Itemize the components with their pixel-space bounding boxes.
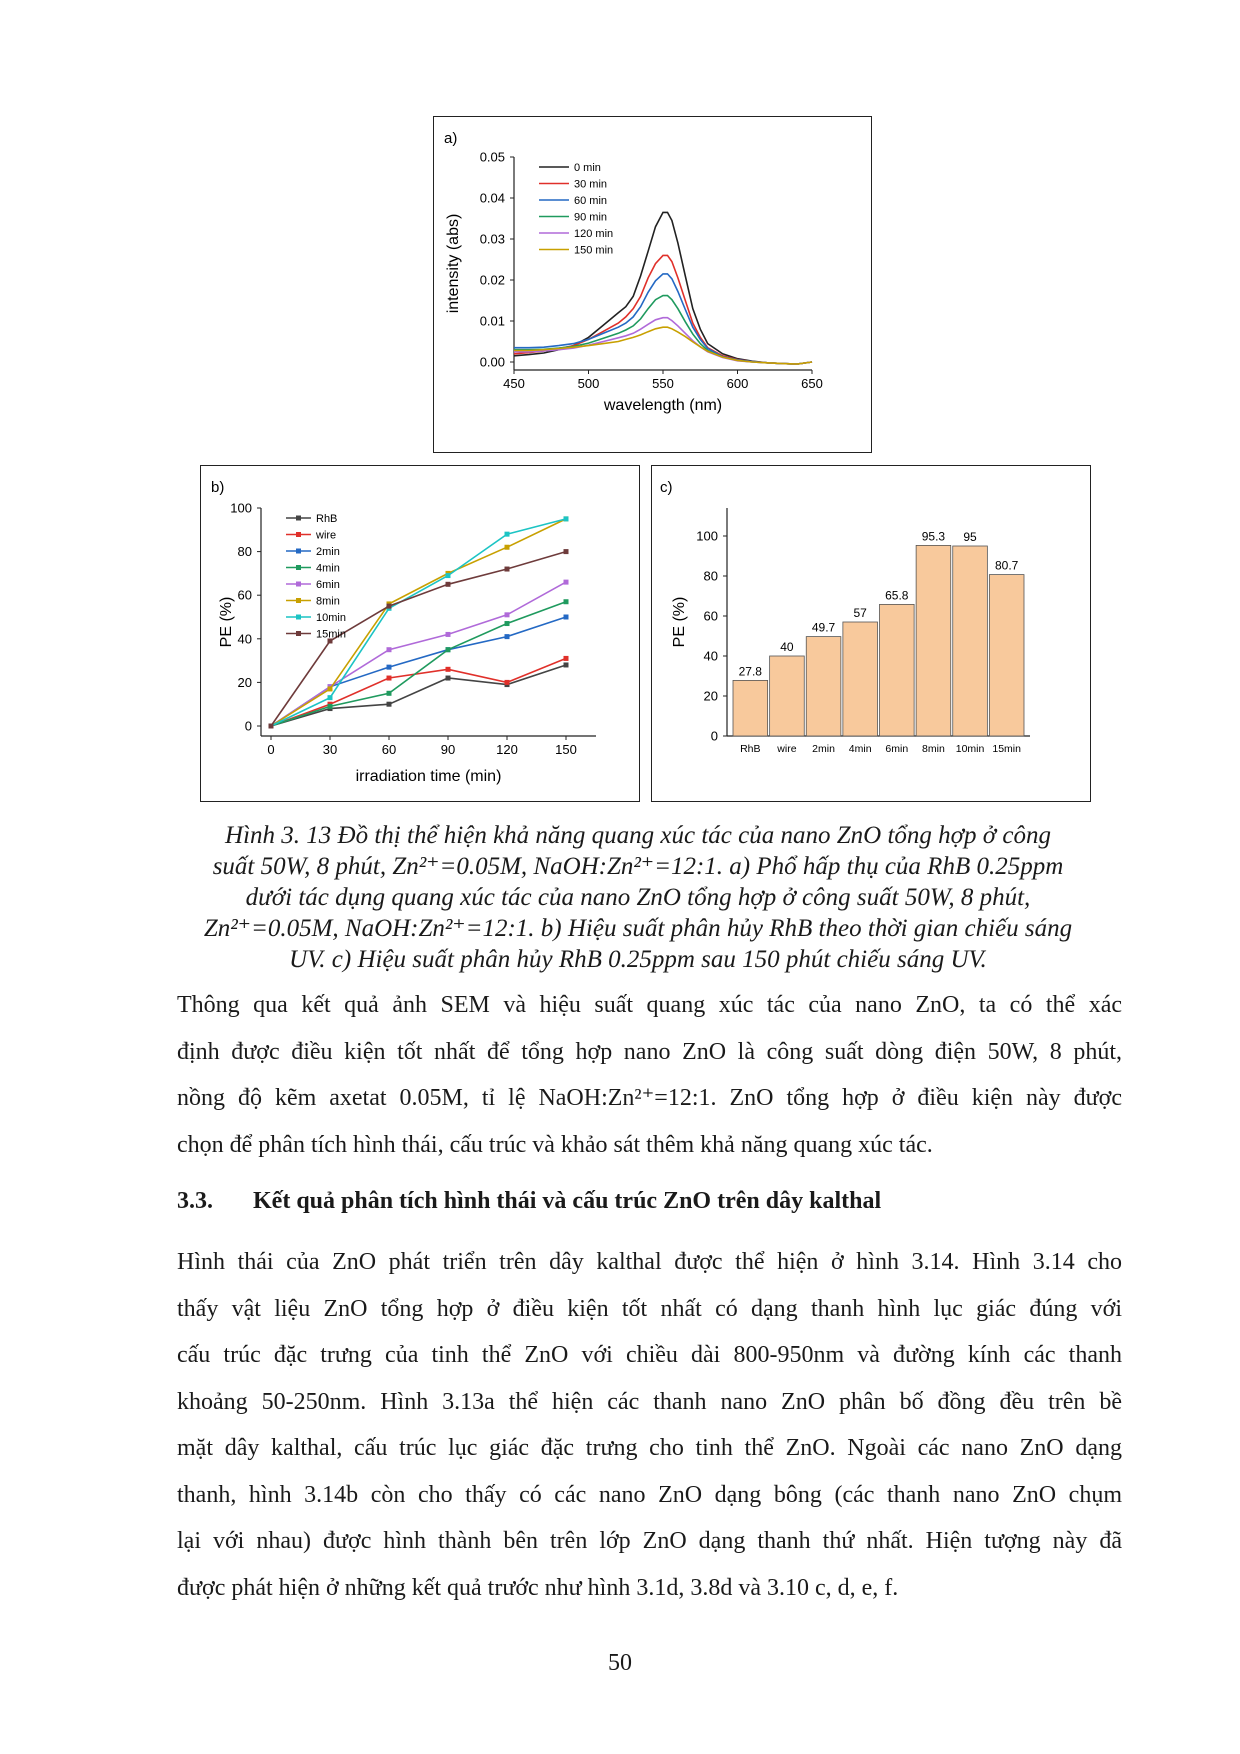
legend-marker (296, 615, 301, 620)
bar-2min (806, 637, 841, 736)
y-tick-label: 100 (230, 500, 252, 516)
y-axis-title: intensity (abs) (445, 213, 462, 314)
y-tick-label: 40 (703, 648, 718, 664)
paragraph-line: chọn để phân tích hình thái, cấu trúc và khảo sát thêm khả năng quang xúc tác. (177, 1131, 933, 1158)
x-tick-label: 15min (992, 743, 1021, 755)
y-tick-label: 40 (237, 631, 252, 647)
y-tick-label: 60 (703, 608, 718, 624)
data-marker (564, 615, 569, 620)
page-number: 50 (608, 1650, 632, 1676)
paragraph-line: lại với nhau) được hình thành bên trên lớp ZnO dạng thanh thứ nhất. Hiện tượng này đã (177, 1528, 1122, 1554)
data-marker (564, 580, 569, 585)
data-marker (505, 621, 510, 626)
data-marker (387, 676, 392, 681)
data-marker (387, 702, 392, 707)
x-tick-label: 4min (848, 743, 872, 755)
panel-label: c) (660, 479, 673, 496)
paragraph-line: thanh, hình 3.14b còn cho thấy có các nano ZnO dạng bông (các thanh nano ZnO chụm (177, 1481, 1122, 1508)
paragraph-morphology (177, 1239, 1122, 1611)
legend-label: 150 min (574, 244, 614, 257)
legend-label: 4min (316, 562, 340, 575)
panel-label: a) (444, 130, 458, 147)
y-tick-label: 100 (696, 528, 718, 544)
y-tick-label: 0 (244, 718, 252, 734)
series-line-0-min (514, 212, 812, 364)
data-marker (446, 582, 451, 587)
absorbance-spectrum-chart (434, 117, 871, 452)
bar-6min (880, 604, 915, 736)
legend-marker (296, 516, 301, 521)
x-tick-label: 600 (726, 376, 749, 391)
paragraph-line: cấu trúc đặc trưng của tinh thể ZnO với chiều dài 800-950nm và đường kính các thanh (177, 1342, 1122, 1368)
series-line-60-min (514, 274, 812, 364)
paragraph-line: Thông qua kết quả ảnh SEM và hiệu suất quang xúc tác của nano ZnO, ta có thể xác (177, 992, 1122, 1018)
data-marker (328, 704, 333, 709)
bar-8min (916, 545, 951, 736)
data-marker (446, 667, 451, 672)
caption-line: Zn²⁺=0.05M, NaOH:Zn²⁺=12:1. b) Hiệu suất phân hủy RhB theo thời gian chiếu sáng (203, 915, 1073, 942)
figure-panel-c (651, 465, 1091, 802)
paragraph-line: nồng độ kẽm axetat 0.05M, tỉ lệ NaOH:Zn²⁺=12:1. ZnO tổng hợp ở điều kiện này được (177, 1085, 1122, 1111)
x-tick-label: 2min (812, 743, 835, 755)
paragraph-line: khoảng 50-250nm. Hình 3.13a thể hiện các thanh nano ZnO phân bố đồng đều trên bề (177, 1388, 1122, 1415)
x-axis-title: wavelength (nm) (603, 397, 723, 414)
data-marker (564, 662, 569, 667)
data-marker (387, 647, 392, 652)
data-label: 27.8 (738, 664, 762, 679)
data-marker (387, 691, 392, 696)
legend-label: 2min (316, 546, 340, 558)
x-tick-label: 10min (955, 743, 985, 755)
legend-marker (296, 598, 301, 603)
data-marker (446, 647, 451, 652)
caption-line: Hình 3. 13 Đồ thị thể hiện khả năng quang xúc tác của nano ZnO tổng hợp ở công (225, 822, 1051, 849)
x-axis-title: irradiation time (min) (355, 768, 502, 785)
bar-15min (989, 575, 1024, 736)
legend-marker (296, 631, 301, 636)
legend-marker (296, 565, 301, 570)
legend-label: 8min (316, 595, 340, 608)
bar-wire (770, 656, 805, 736)
paragraph-line: thấy vật liệu ZnO tổng hợp ở điều kiện tốt nhất có dạng thanh hình lục giác đúng với (177, 1295, 1122, 1322)
data-marker (328, 695, 333, 700)
x-tick-label: 150 (555, 742, 577, 757)
legend-label: 90 min (574, 211, 608, 224)
panel-label: b) (211, 479, 225, 496)
y-tick-label: 0.03 (479, 231, 505, 247)
y-tick-label: 0.02 (479, 272, 505, 288)
data-marker (564, 516, 569, 521)
figure-panel-b (200, 465, 640, 802)
data-marker (505, 532, 510, 537)
y-tick-label: 0 (710, 728, 718, 744)
caption-line: UV. c) Hiệu suất phân hủy RhB 0.25ppm sau 150 phút chiếu sáng UV. (289, 946, 987, 973)
legend-label: 6min (316, 579, 340, 591)
section-heading (177, 1188, 881, 1215)
data-marker (446, 632, 451, 637)
x-tick-label: 120 (496, 742, 518, 757)
data-marker (505, 612, 510, 617)
data-label: 49.7 (811, 620, 836, 635)
legend-label: 15min (316, 628, 346, 641)
y-tick-label: 80 (237, 544, 252, 560)
y-tick-label: 20 (237, 674, 252, 690)
y-tick-label: 60 (237, 587, 252, 603)
bar-RhB (733, 680, 768, 736)
x-tick-label: 6min (885, 743, 909, 755)
bar-4min (843, 622, 878, 736)
degradation-efficiency-bar-chart (652, 466, 1090, 801)
legend-label: 60 min (574, 195, 608, 207)
y-tick-label: 0.01 (479, 313, 505, 329)
paragraph-line: Hình thái của ZnO phát triển trên dây kalthal được thể hiện ở hình 3.14. Hình 3.14 cho (177, 1249, 1122, 1275)
legend-label: 120 min (574, 228, 614, 240)
section-number: 3.3. (177, 1188, 213, 1214)
data-marker (387, 604, 392, 609)
y-tick-label: 80 (703, 568, 718, 584)
data-label: 40 (780, 640, 794, 654)
y-axis-title: PE (%) (671, 596, 688, 648)
data-marker (564, 656, 569, 661)
figure-caption (178, 820, 1098, 975)
series-line-90-min (514, 296, 812, 365)
y-tick-label: 0.00 (479, 354, 505, 370)
legend-label: wire (316, 529, 337, 542)
series-line-120-min (514, 318, 812, 364)
x-tick-label: RhB (740, 743, 761, 755)
data-label: 95 (963, 530, 977, 544)
legend-label: RhB (316, 513, 338, 525)
data-marker (446, 573, 451, 578)
data-label: 95.3 (921, 529, 946, 544)
data-marker (505, 680, 510, 685)
legend-marker (296, 549, 301, 554)
legend-marker (296, 582, 301, 587)
data-label: 80.7 (995, 558, 1019, 573)
bar-10min (953, 546, 988, 736)
paragraph-conclusion (177, 982, 1122, 1168)
data-label: 65.8 (885, 588, 909, 603)
data-marker (505, 634, 510, 639)
x-tick-label: 450 (503, 376, 525, 391)
x-tick-label: 500 (577, 376, 600, 391)
x-tick-label: 8min (922, 743, 945, 755)
caption-line: suất 50W, 8 phút, Zn²⁺=0.05M, NaOH:Zn²⁺=12:1. a) Phổ hấp thụ của RhB 0.25ppm (212, 853, 1064, 880)
data-marker (269, 724, 274, 729)
data-marker (564, 599, 569, 604)
caption-line: dưới tác dụng quang xúc tác của nano ZnO tổng hợp ở công suất 50W, 8 phút, (245, 884, 1031, 911)
section-title: Kết quả phân tích hình thái và cấu trúc ZnO trên dây kalthal (253, 1188, 882, 1214)
legend-label: 10min (316, 612, 346, 624)
x-tick-label: 0 (267, 742, 275, 757)
y-axis-title: PE (%) (218, 596, 235, 648)
paragraph-line: được phát hiện ở những kết quả trước như hình 3.1d, 3.8d và 3.10 c, d, e, f. (177, 1574, 899, 1601)
x-tick-label: 60 (381, 742, 397, 757)
legend-label: 30 min (574, 178, 608, 191)
x-tick-label: 30 (322, 742, 338, 757)
paragraph-line: mặt dây kalthal, cấu trúc lục giác đặc trưng cho tinh thể ZnO. Ngoài các nano ZnO dạng (177, 1435, 1122, 1461)
data-marker (328, 686, 333, 691)
x-tick-label: 550 (652, 376, 674, 391)
data-label: 57 (853, 606, 867, 620)
legend-label: 0 min (574, 162, 601, 174)
y-tick-label: 20 (703, 688, 718, 704)
x-tick-label: wire (777, 743, 797, 755)
data-marker (505, 567, 510, 572)
legend-marker (296, 532, 301, 537)
paragraph-line: định được điều kiện tốt nhất để tổng hợp nano ZnO là công suất dòng điện 50W, 8 phút, (177, 1038, 1122, 1065)
data-marker (564, 549, 569, 554)
data-marker (387, 665, 392, 670)
figure-panel-a (433, 116, 872, 453)
x-tick-label: 650 (801, 376, 823, 391)
y-tick-label: 0.05 (479, 149, 505, 165)
data-marker (505, 545, 510, 550)
y-tick-label: 0.04 (479, 190, 505, 206)
series-line-wire (271, 658, 566, 726)
data-marker (446, 676, 451, 681)
degradation-efficiency-line-chart (201, 466, 639, 801)
x-tick-label: 90 (440, 742, 456, 757)
